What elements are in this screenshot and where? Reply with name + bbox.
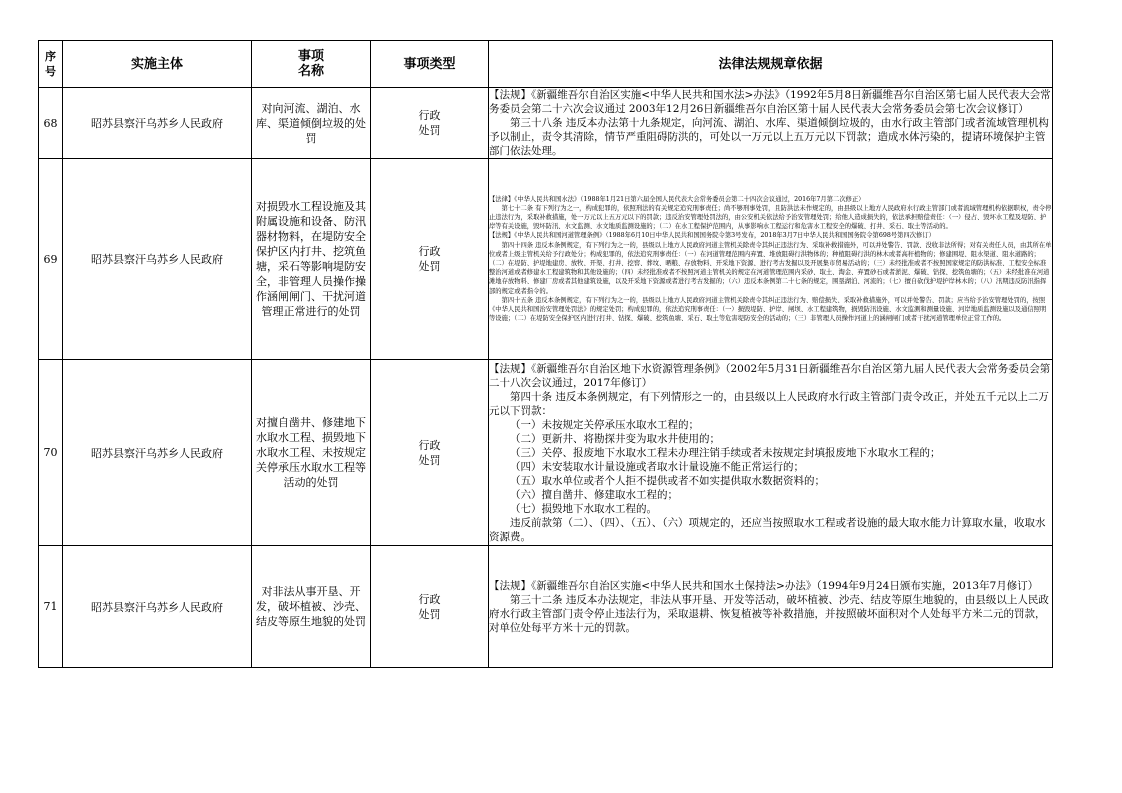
basis-paragraph: 【法规】《新疆维吾尔自治区地下水资源管理条例》（2002年5月31日新疆维吾尔自治区第九届人民代表大会常务委员会第二十八次会议通过，2017年修订） bbox=[489, 362, 1051, 389]
basis-paragraph: （四）未安装取水计量设施或者取水计量设施不能正常运行的； bbox=[510, 460, 804, 473]
row-subject: 昭苏县察汗乌苏乡人民政府 bbox=[63, 159, 252, 360]
header-row bbox=[39, 41, 1053, 88]
header-name: 事项 名称 bbox=[252, 41, 371, 88]
row-subject: 昭苏县察汗乌苏乡人民政府 bbox=[63, 360, 252, 546]
basis-paragraph: 【法规】《新疆维吾尔自治区实施<中华人民共和国水法>办法》（1992年5月8日新疆维吾尔自治区第七届人民代表大会常务委员会第二十六次会议通过 2003年12月26日新疆维吾尔自治区第十届人民代表大会常务委员会第七次会议修订） bbox=[489, 89, 1051, 115]
basis-paragraph: （六）擅自凿井、修建取水工程的； bbox=[510, 488, 678, 501]
row-item-name: 对非法从事开垦、开发，破坏植被、沙壳、结皮等原生地貌的处罚 bbox=[252, 546, 371, 668]
row-item-type: 行政 处罚 bbox=[371, 546, 489, 668]
row-subject: 昭苏县察汗乌苏乡人民政府 bbox=[63, 88, 252, 159]
row-seq: 69 bbox=[39, 159, 63, 360]
basis-paragraph: 【法规】《中华人民共和国河道管理条例》（1988年6月10日中华人民共和国国务院令第3号发布，2018年3月7日中华人民共和国国务院令第698号第四次修订） bbox=[489, 232, 935, 240]
basis-paragraph: 第四十条 违反本条例规定，有下列情形之一的，由县级以上人民政府水行政主管部门责令改正，并处五千元以上二万元以下罚款： bbox=[489, 390, 1049, 417]
row-item-name: 对擅自凿井、修建地下水取水工程、损毁地下水取水工程、未按规定关停承压水取水工程等活动的处罚 bbox=[252, 360, 371, 546]
basis-paragraph: （五）取水单位或者个人拒不提供或者不如实提供取水数据资料的； bbox=[510, 474, 825, 487]
row-legal-basis bbox=[489, 88, 1053, 159]
row-item-type: 行政 处罚 bbox=[371, 360, 489, 546]
header-subject: 实施主体 bbox=[63, 41, 252, 88]
table-row bbox=[39, 88, 1053, 159]
row-item-type: 行政 处罚 bbox=[371, 88, 489, 159]
basis-paragraph: （三）关停、报废地下水取水工程未办理注销手续或者未按规定封填报废地下水取水工程的； bbox=[510, 446, 941, 459]
row-item-type: 行政 处罚 bbox=[371, 159, 489, 360]
row-legal-basis bbox=[489, 546, 1053, 668]
table-row bbox=[39, 546, 1053, 668]
basis-paragraph: 【法规】《新疆维吾尔自治区实施<中华人民共和国水土保持法>办法》（1994年9月24日颁布实施，2013年7月修订） bbox=[489, 579, 1039, 592]
row-seq: 71 bbox=[39, 546, 63, 668]
basis-paragraph: （七）损毁地下水取水工程的。 bbox=[510, 502, 657, 515]
basis-paragraph: （二）更新井、将勘探井变为取水井使用的； bbox=[510, 432, 720, 445]
row-seq: 70 bbox=[39, 360, 63, 546]
row-legal-basis bbox=[489, 159, 1053, 360]
header-basis: 法律法规规章依据 bbox=[489, 41, 1053, 88]
row-legal-basis bbox=[489, 360, 1053, 546]
row-subject: 昭苏县察汗乌苏乡人民政府 bbox=[63, 546, 252, 668]
basis-paragraph: 第三十八条 违反本办法第十九条规定，向河流、湖泊、水库、渠道倾倒垃圾的，由水行政主管部门或者流域管理机构予以制止，责令其清除，情节严重阻碍防洪的，可处以一万元以上五万元以下罚款；造成水体污染的，提请环境保护主管部门依法处理。 bbox=[489, 117, 1049, 157]
basis-paragraph: （一）未按规定关停承压水取水工程的； bbox=[510, 418, 699, 431]
row-item-name: 对向河流、湖泊、水库、渠道倾倒垃圾的处罚 bbox=[252, 88, 371, 159]
basis-paragraph: 【法律】《中华人民共和国水法》（1988年1月21日第六届全国人民代表大会常务委员会第二十四次会议通过，2016年7月第二次修正） bbox=[489, 195, 865, 203]
basis-paragraph: 违反前款第（二）、（四）、（五）、（六）项规定的，还应当按照取水工程或者设施的最大取水能力计算取水量，收取水资源费。 bbox=[489, 516, 1046, 543]
basis-paragraph: 第三十二条 违反本办法规定，非法从事开垦、开发等活动，破坏植被、沙壳、结皮等原生地貌的，由县级以上人民政府水行政主管部门责令停止违法行为，采取退耕、恢复植被等补救措施，并按照破坏面积对个人处每平方米二元的罚款，对单位处每平方米十元的罚款。 bbox=[489, 593, 1049, 634]
table-row bbox=[39, 159, 1053, 360]
basis-paragraph: 第四十四条 违反本条例规定，有下列行为之一的，县级以上地方人民政府河道主管机关除责令其纠正违法行为、采取补救措施外，可以并处警告、罚款、没收非法所得；对有关责任人员，由其所在单位或者上级主管机关给予行政处分；构成犯罪的，依法追究刑事责任：（一）在河道管理范围内弃置、堆放阻碍行洪物体的；种植阻碍行洪的林木或者高秆植物的；修建围堤、阻水渠道、阻水道路的；（二）在堤防、护堤地建房、放牧、开渠、打井、挖窖、葬坟、晒粮、存放物料、开采地下资源、进行考古发掘以及开展集市贸易活动的；（三）未经批准或者不按照国家规定的防洪标准、工程安全标准整治河道或者修建水工程建筑物和其他设施的；（四）未经批准或者不按照河道主管机关的规定在河道管理范围内采砂、取土、淘金、弃置砂石或者淤泥、爆破、钻探、挖筑鱼塘的；（五）未经批准在河道滩地存放物料、修建厂房或者其他建筑设施，以及开采地下资源或者进行考古发掘的；（六）违反本条例第二十七条的规定，围垦湖泊、河流的；（七）擅自砍伐护堤护岸林木的；（八）汛期违反防汛指挥部的规定或者指令的。 bbox=[489, 241, 1052, 295]
header-type: 事项类型 bbox=[371, 41, 489, 88]
row-seq: 68 bbox=[39, 88, 63, 159]
enforcement-table bbox=[38, 40, 1053, 668]
header-seq: 序 号 bbox=[39, 41, 63, 88]
row-item-name: 对损毁水工程设施及其附属设施和设备、防汛器材物料，在堤防安全保护区内打井、挖筑鱼塘，采石等影响堤防安全，非管理人员操作操作涵闸闸门、干扰河道管理正常进行的处罚 bbox=[252, 159, 371, 360]
basis-paragraph: 第七十二条 有下列行为之一，构成犯罪的，依照刑法的有关规定追究刑事责任；尚不够刑事处罚，且防洪法未作规定的，由县级以上地方人民政府水行政主管部门或者流域管理机构依据职权，责令停止违法行为，采取补救措施，处一万元以上五万元以下的罚款；违反治安管理处罚法的，由公安机关依法给予治安管理处罚；给他人造成损失的，依法承担赔偿责任：（一）侵占、毁坏水工程及堤防、护岸等有关设施，毁坏防汛、水文监测、水文地质监测设施的；（二）在水工程保护范围内，从事影响水工程运行和危害水工程安全的爆破、打井、采石、取土等活动的。 bbox=[489, 204, 1052, 231]
basis-paragraph: 第四十五条 违反本条例规定，有下列行为之一的，县级以上地方人民政府河道主管机关除责令其纠正违法行为、赔偿损失、采取补救措施外，可以并处警告、罚款；应当给予治安管理处罚的，按照《中华人民共和国治安管理处罚法》的规定处罚；构成犯罪的，依法追究刑事责任：（一）损毁堤防、护岸、闸坝、水工程建筑物，损毁防汛设施、水文监测和测量设施、河岸地质监测设施以及通信照明等设施；（二）在堤防安全保护区内进行打井、钻探、爆破、挖筑鱼塘、采石、取土等危害堤防安全的活动的；（三）非管理人员操作河道上的涵闸闸门或者干扰河道管理单位正常工作的。 bbox=[489, 296, 1047, 323]
table-row bbox=[39, 360, 1053, 546]
